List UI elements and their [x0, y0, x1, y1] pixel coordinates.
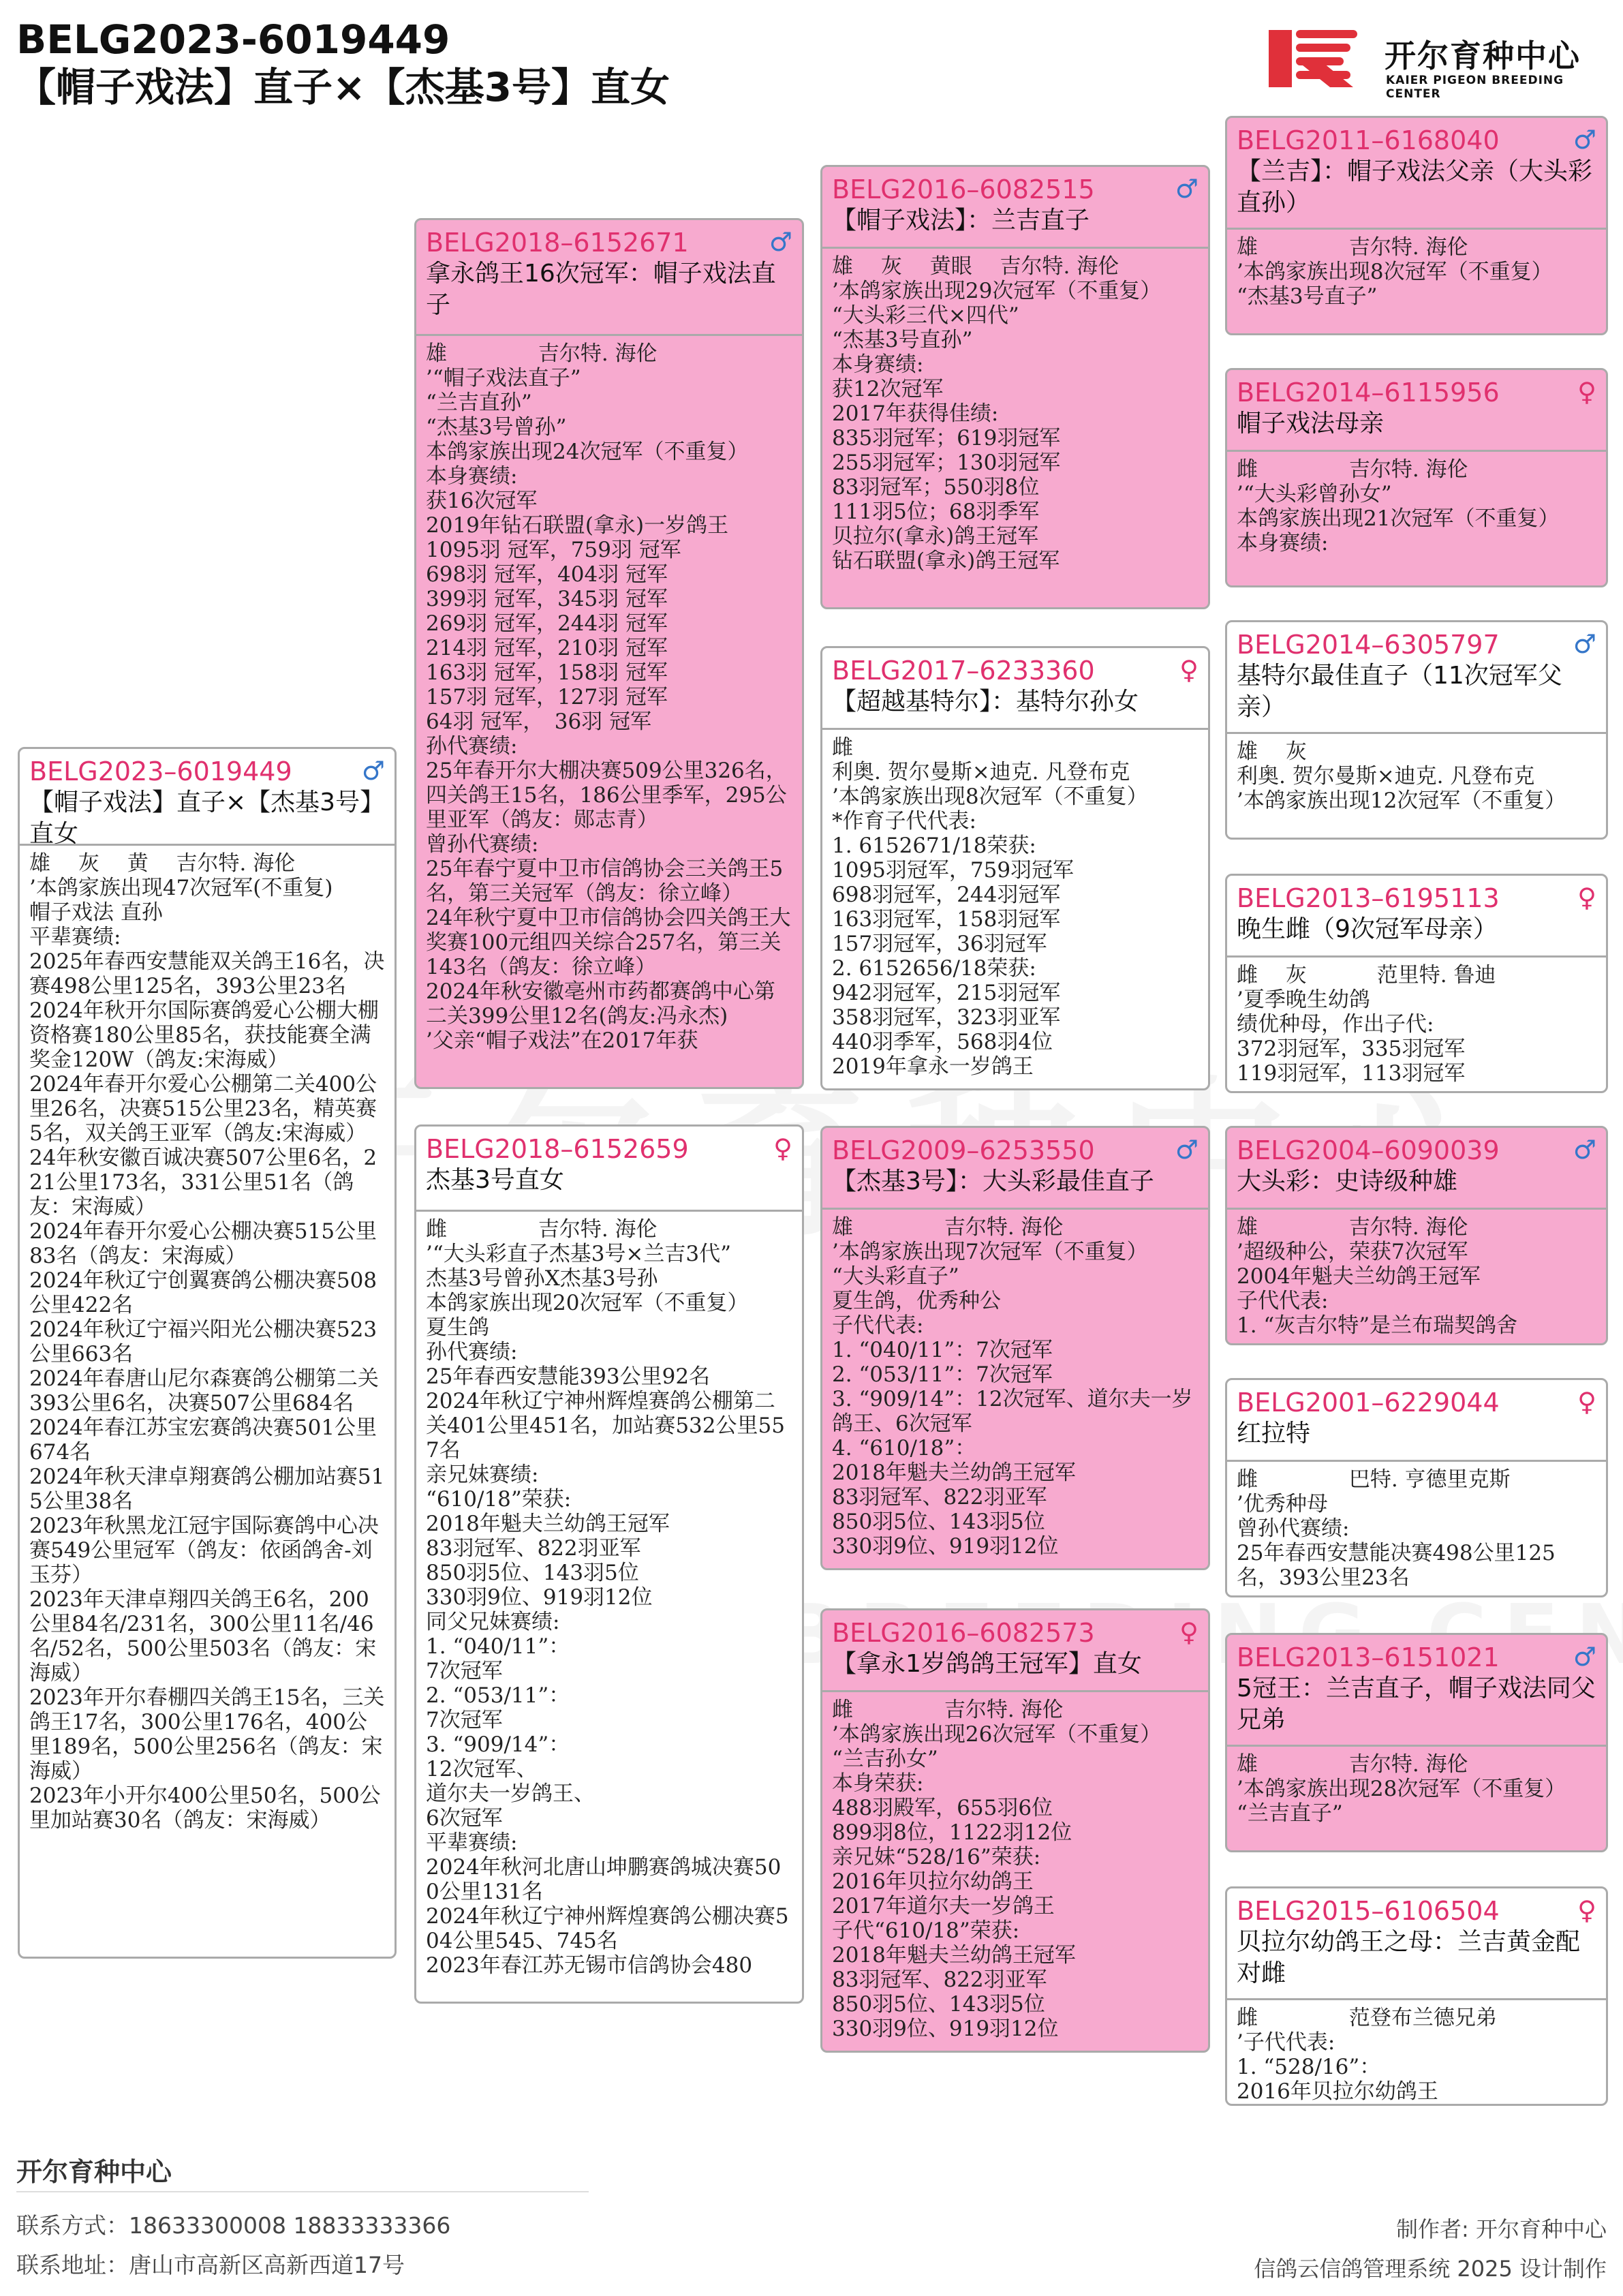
pedigree-card-ggp-1	[1225, 116, 1608, 335]
logo-k-icon	[1269, 26, 1364, 91]
card-header	[416, 1127, 802, 1212]
address-label: 联系地址：	[16, 2252, 129, 2278]
card-body: 雌 吉尔特. 海伦 ’本鸽家族出现26次冠军（不重复） “兰吉孙女” 本身荣获: 488羽殿军，655羽6位 899羽8位，1122羽12位 亲兄妹“528/16”荣获: 2016年贝拉尔幼鸽王 2017年道尔夫一岁鸽王 子代“610/18”荣获: 2018年魁夫兰幼鸽王冠军 83羽冠军、822羽亚军 850羽5位、143羽5位 330羽9位、919羽12位	[832, 1698, 1162, 2041]
ring-number: BELG2017–6233360	[832, 656, 1095, 686]
card-header	[20, 749, 395, 846]
page-subtitle: 【帽子戏法】直子×【杰基3号】直女	[16, 64, 670, 110]
card-body: 雄 吉尔特. 海伦 ’本鸽家族出现8次冠军（不重复） “杰基3号直子”	[1237, 235, 1553, 309]
card-body: 雌 巴特. 亨德里克斯 ’优秀种母 曾孙代赛绩: 25年春西安慧能决赛498公里125名，393公里23名	[1237, 1467, 1556, 1590]
card-header	[1227, 1380, 1606, 1462]
male-icon: ♂	[1175, 174, 1199, 204]
pedigree-card-dam-sire	[820, 1126, 1210, 1570]
card-title: 【帽子戏法】直子×【杰基3号】直女	[29, 789, 385, 848]
footer-address	[16, 2248, 405, 2280]
card-body: 雄 吉尔特. 海伦 ’超级种公，荣获7次冠军 2004年魁夫兰幼鸽王冠军 子代代表: 1. “灰吉尔特”是兰布瑞契鸽舍	[1237, 1215, 1518, 1338]
pedigree-card-sire	[414, 218, 804, 1089]
address-value: 唐山市高新区高新西道17号	[129, 2252, 405, 2278]
card-body: 雄 吉尔特. 海伦 ’“帽子戏法直子” “兰吉直孙” “杰基3号曾孙” 本鸽家族出现24次冠军（不重复） 本身赛绩: 获16次冠军 2019年钻石联盟(拿永)一岁鸽王 1095羽 冠军，759羽 冠军 698羽 冠军，404羽 冠军 399羽 冠军，345羽 冠军 269羽 冠军，244羽 冠军 214羽 冠军，210羽 冠军 163羽 冠军，158羽 冠军 157羽 冠军，127羽 冠军 64羽 冠军， 36羽 冠军 孙代赛绩: 25年春开尔大棚决赛509公里326名，四关鸽王15名，186公里季军，295公里亚军（鸽友：郧志青） 曾孙代赛绩: 25年春宁夏中卫市信鸽协会三关鸽王5名，第三关冠军（鸽友：徐立峰） 24年秋宁夏中卫市信鸽协会四关鸽王大奖赛100元组四关综合257名，第三关143名（鸽友：徐立峰） 2024年秋安徽亳州市药都赛鸽中心第二关399公里12名(鸽友:冯永杰) ’父亲“帽子戏法”在2017年获	[426, 341, 791, 1053]
card-header	[1227, 1888, 1606, 2000]
page-title: BELG2023-6019449	[16, 16, 450, 63]
pedigree-card-sire-dam	[820, 646, 1210, 1090]
male-icon: ♂	[769, 227, 792, 257]
contact-label: 联系方式：	[16, 2212, 129, 2239]
footer-divider	[16, 2191, 589, 2192]
card-body: 雄 灰 黄 吉尔特. 海伦 ’本鸽家族出现47次冠军(不重复) 帽子戏法 直孙 平辈赛绩: 2025年春西安慧能双关鸽王16名，决赛498公里125名，393公里23名 2024年秋开尔国际赛鸽爱心公棚大棚资格赛180公里85名，获技能赛全满奖金120W（鸽友:宋海威） 2024年春开尔爱心公棚第二关400公里26名，决赛515公里23名，精英赛5名，双关鸽王亚军（鸽友:宋海威） 24年秋安徽百诚决赛507公里6名，221公里173名，331公里51名（鸽友：宋海威） 2024年春开尔爱心公棚决赛515公里83名（鸽友：宋海威） 2024年秋辽宁创翼赛鸽公棚决赛508公里422名 2024年秋辽宁福兴阳光公棚决赛523公里663名 2024年春唐山尼尔森赛鸽公棚第二关393公里6名，决赛507公里684名 2024年春江苏宝宏赛鸽决赛501公里674名 2024年秋天津卓翔赛鸽公棚加站赛515公里38名 2023年秋黑龙江冠宇国际赛鸽中心决赛549公里冠军（鸽友：依函鸽舍-刘玉芬） 2023年天津卓翔四关鸽王6名，200公里84名/231名，300公里11名/46名/52名，500公里503名（鸽友：宋海威） 2023年开尔春棚四关鸽王15名，三关鸽王17名，300公里176名，400公里189名，500公里256名（鸽友：宋海威） 2023年小开尔400公里50名，500公里加站赛30名（鸽友：宋海威）	[29, 851, 385, 1833]
card-header	[1227, 622, 1606, 734]
card-title: 大头彩：史诗级种雄	[1237, 1167, 1458, 1195]
logo-english: KAIER PIGEON BREEDING CENTER	[1386, 74, 1564, 101]
male-icon: ♂	[1175, 1135, 1199, 1165]
card-title: 【兰吉】：帽子戏法父亲（大头彩直孙）	[1237, 157, 1593, 217]
female-icon: ♀	[1577, 1895, 1596, 1925]
pedigree-card-dam-dam	[820, 1608, 1210, 2053]
pedigree-card-ggp-4	[1225, 874, 1608, 1093]
pedigree-card-ggp-7	[1225, 1633, 1608, 1852]
male-icon: ♂	[1573, 629, 1596, 659]
card-header	[822, 1610, 1208, 1692]
card-header	[1227, 876, 1606, 958]
card-title: 杰基3号直女	[426, 1166, 564, 1194]
footer-contact	[16, 2208, 450, 2240]
ring-number: BELG2013–6195113	[1237, 883, 1500, 913]
card-header	[1227, 1128, 1606, 1210]
card-title: 【杰基3号】：大头彩最佳直子	[832, 1167, 1154, 1195]
ring-number: BELG2016–6082573	[832, 1618, 1095, 1648]
card-body: 雄 吉尔特. 海伦 ’本鸽家族出现28次冠军（不重复） “兰吉直子”	[1237, 1752, 1566, 1826]
card-body: 雌 范登布兰德兄弟 ’子代代表: 1. “528/16”： 2016年贝拉尔幼鸽王	[1237, 2006, 1497, 2104]
card-title: 【超越基特尔】：基特尔孙女	[832, 688, 1139, 716]
card-title: 红拉特	[1237, 1420, 1311, 1448]
male-icon: ♂	[1573, 1135, 1596, 1165]
card-title: 帽子戏法母亲	[1237, 410, 1385, 438]
female-icon: ♀	[1577, 883, 1596, 913]
logo-name: 开尔育种中心	[1385, 37, 1581, 74]
ring-number: BELG2023–6019449	[29, 756, 292, 786]
card-header	[822, 167, 1208, 249]
footer-company: 开尔育种中心	[16, 2157, 172, 2187]
card-title: 贝拉尔幼鸽王之母：兰吉黄金配对雌	[1237, 1928, 1581, 1987]
ring-number: BELG2015–6106504	[1237, 1896, 1500, 1926]
card-body: 雌 灰 范里特. 鲁迪 ’夏季晚生幼鸽 绩优种母，作出子代: 372羽冠军，335羽冠军 119羽冠军，113羽冠军	[1237, 963, 1496, 1086]
card-title: 【帽子戏法】：兰吉直子	[832, 206, 1090, 234]
female-icon: ♀	[773, 1133, 792, 1163]
card-body: 雄 吉尔特. 海伦 ’本鸽家族出现7次冠军（不重复） “大头彩直子” 夏生鸽，优秀种公 子代代表: 1. “040/11”：7次冠军 2. “053/11”：7次冠军 3. “909/14”：12次冠军、道尔夫一岁鸽王、6次冠军 4. “610/18”： 2018年魁夫兰幼鸽王冠军 83羽冠军、822羽亚军 850羽5位、143羽5位 330羽9位、919羽12位	[832, 1215, 1193, 1559]
card-title: 5冠王：兰吉直子，帽子戏法同父兄弟	[1237, 1674, 1596, 1734]
card-body: 雌 吉尔特. 海伦 ’“大头彩曾孙女” 本鸽家族出现21次冠军（不重复） 本身赛绩:	[1237, 457, 1560, 555]
ring-number: BELG2014–6115956	[1237, 378, 1500, 408]
card-header	[1227, 370, 1606, 452]
ring-number: BELG2018–6152671	[426, 228, 689, 258]
ring-number: BELG2009–6253550	[832, 1135, 1095, 1165]
card-title: 拿永鸽王16次冠军：帽子戏法直子	[426, 260, 776, 319]
ring-number: BELG2016–6082515	[832, 174, 1095, 204]
pedigree-card-ggp-5	[1225, 1126, 1608, 1345]
pedigree-card-sire-sire	[820, 165, 1210, 609]
contact-phone: 18633300008 18833333366	[129, 2212, 451, 2239]
male-icon: ♂	[361, 756, 385, 786]
ring-number: BELG2004–6090039	[1237, 1135, 1500, 1165]
footer-maker: 制作者: 开尔育种中心	[1396, 2216, 1607, 2242]
ring-number: BELG2001–6229044	[1237, 1388, 1500, 1418]
card-header	[822, 648, 1208, 730]
footer-system: 信鸽云信鸽管理系统 2025 设计制作	[1254, 2256, 1607, 2282]
female-icon: ♀	[1179, 655, 1199, 685]
pedigree-card-ggp-6	[1225, 1378, 1608, 1597]
female-icon: ♀	[1577, 377, 1596, 407]
pedigree-card-subject	[18, 747, 397, 1959]
male-icon: ♂	[1573, 1642, 1596, 1672]
ring-number: BELG2011–6168040	[1237, 125, 1500, 155]
card-header	[1227, 1635, 1606, 1747]
female-icon: ♀	[1577, 1387, 1596, 1417]
card-header	[416, 220, 802, 336]
card-title: 基特尔最佳直子（11次冠军父亲）	[1237, 662, 1562, 721]
pedigree-card-dam	[414, 1124, 804, 2004]
pedigree-card-ggp-8	[1225, 1886, 1608, 2106]
card-header	[822, 1128, 1208, 1210]
card-title: 【拿永1岁鸽鸽王冠军】直女	[832, 1650, 1142, 1678]
card-body: 雄 灰 黄眼 吉尔特. 海伦 ’本鸽家族出现29次冠军（不重复） “大头彩三代×四代” “杰基3号直孙” 本身赛绩: 获12次冠军 2017年获得佳绩: 835羽冠军；619羽冠军 255羽冠军；130羽冠军 83羽冠军；550羽8位 111羽5位；68羽季军 贝拉尔(拿永)鸽王冠军 钻石联盟(拿永)鸽王冠军	[832, 254, 1162, 573]
card-body: 雌 利奥. 贺尔曼斯×迪克. 凡登布克 ’本鸽家族出现8次冠军（不重复） *作育子代代表: 1. 6152671/18荣获: 1095羽冠军，759羽冠军 698羽冠军，244羽冠军 163羽冠军，158羽冠军 157羽冠军，36羽冠军 2. 6152656/18荣获: 942羽冠军，215羽冠军 358羽冠军，323羽亚军 440羽季军，568羽4位 2019年拿永一岁鸽王	[832, 735, 1148, 1079]
pedigree-card-ggp-2	[1225, 368, 1608, 587]
card-header	[1227, 118, 1606, 230]
ring-number: BELG2014–6305797	[1237, 630, 1500, 660]
brand-logo	[1269, 26, 1609, 101]
ring-number: BELG2013–6151021	[1237, 1642, 1500, 1672]
card-body: 雌 吉尔特. 海伦 ’“大头彩直子杰基3号×兰吉3代” 杰基3号曾孙X杰基3号孙 本鸽家族出现20次冠军（不重复） 夏生鸽 孙代赛绩: 25年春西安慧能393公里92名 2024年秋辽宁神州辉煌赛鸽公棚第二关401公里451名，加站赛532公里557名 亲兄妹赛绩: “610/18”荣获: 2018年魁夫兰幼鸽王冠军 83羽冠军、822羽亚军 850羽5位、143羽5位 330羽9位、919羽12位 同父兄妹赛绩: 1. “040/11”： 7次冠军 2. “053/11”： 7次冠军 3. “909/14”： 12次冠军、 道尔夫一岁鸽王、 6次冠军 平辈赛绩: 2024年秋河北唐山坤鹏赛鸽城决赛500公里131名 2024年秋辽宁神州辉煌赛鸽公棚决赛504公里545、745名 2023年春江苏无锡市信鸽协会480	[426, 1217, 789, 1978]
ring-number: BELG2018–6152659	[426, 1134, 689, 1164]
female-icon: ♀	[1179, 1617, 1199, 1647]
card-body: 雄 灰 利奥. 贺尔曼斯×迪克. 凡登布克 ’本鸽家族出现12次冠军（不重复）	[1237, 739, 1566, 813]
pedigree-card-ggp-3	[1225, 620, 1608, 840]
male-icon: ♂	[1573, 125, 1596, 155]
card-title: 晚生雌（9次冠军母亲）	[1237, 915, 1498, 943]
